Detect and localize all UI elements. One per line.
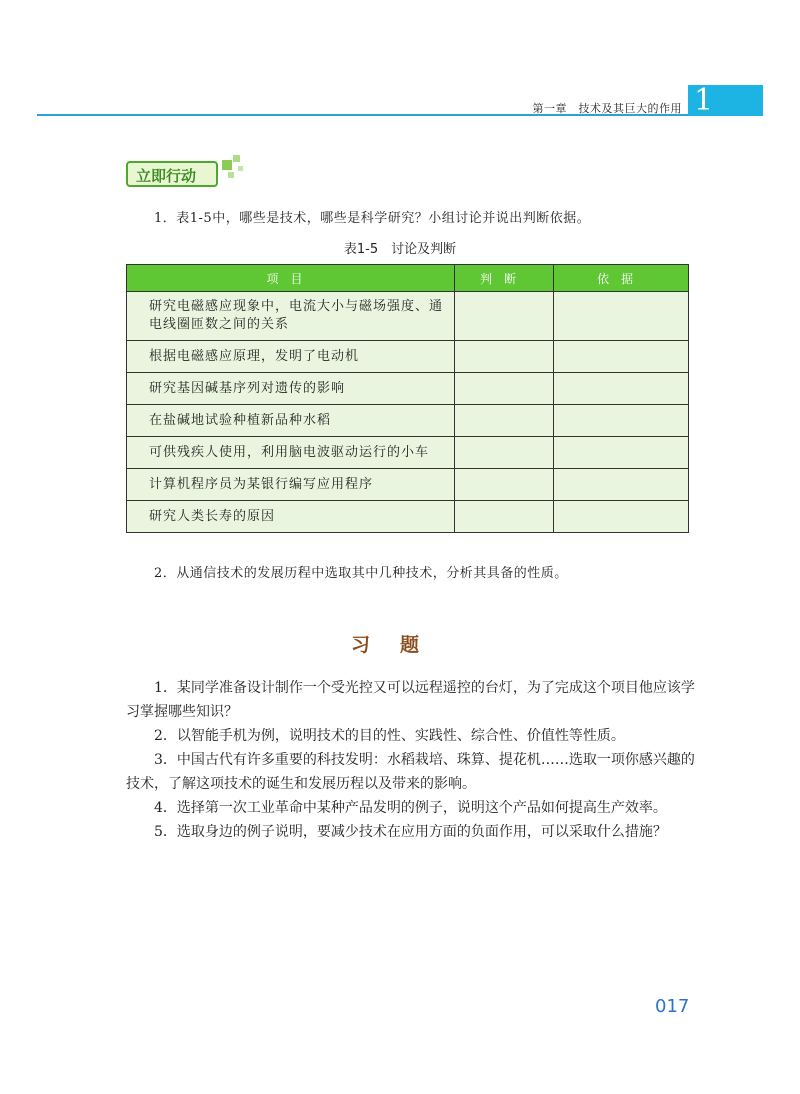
row-item: 根据电磁感应原理，发明了电动机 bbox=[149, 348, 360, 364]
exercise-item: 1．某同学准备设计制作一个受光控又可以远程遥控的台灯，为了完成这个项目他应该学习掌握哪些知识？ bbox=[126, 680, 695, 720]
table-row bbox=[127, 501, 689, 533]
decorative-square bbox=[228, 172, 234, 178]
exercise-item: 5．选取身边的例子说明，要减少技术在应用方面的负面作用，可以采取什么措施？ bbox=[154, 824, 667, 840]
row-item: 研究基因碱基序列对遗传的影响 bbox=[149, 380, 346, 396]
chapter-number-tab bbox=[688, 85, 763, 116]
decorative-square bbox=[233, 155, 240, 162]
table-caption: 表1-5 讨论及判断 bbox=[343, 242, 457, 257]
question-1: 1．表1-5中，哪些是技术，哪些是科学研究？小组讨论并说出判断依据。 bbox=[154, 211, 591, 226]
exercise-list bbox=[126, 676, 696, 844]
exercise-item: 2．以智能手机为例，说明技术的目的性、实践性、综合性、价值性等性质。 bbox=[154, 728, 625, 744]
decorative-square bbox=[222, 160, 232, 170]
table-row bbox=[127, 405, 689, 437]
table-row bbox=[127, 341, 689, 373]
row-item: 研究人类长寿的原因 bbox=[149, 508, 276, 524]
table-row bbox=[127, 373, 689, 405]
chapter-title: 第一章 技术及其巨大的作用 bbox=[532, 102, 682, 115]
exercise-title: 习题 bbox=[350, 634, 449, 656]
basis-cell[interactable] bbox=[554, 437, 689, 469]
action-label: 立即行动 bbox=[136, 167, 197, 185]
action-badge bbox=[126, 161, 218, 187]
judgment-cell[interactable] bbox=[454, 437, 553, 469]
row-item: 在盐碱地试验种植新品种水稻 bbox=[149, 412, 332, 428]
basis-cell[interactable] bbox=[554, 405, 689, 437]
row-item: 研究电磁感应现象中，电流大小与磁场强度、通电线圈匝数之间的关系 bbox=[149, 299, 444, 332]
basis-cell[interactable] bbox=[554, 501, 689, 533]
judgment-cell[interactable] bbox=[454, 405, 553, 437]
question-2: 2．从通信技术的发展历程中选取其中几种技术，分析其具备的性质。 bbox=[154, 566, 568, 581]
decorative-square bbox=[238, 166, 243, 171]
exercise-item: 3．中国古代有许多重要的科技发明：水稻栽培、珠算、提花机……选取一项你感兴趣的技术，了解这项技术的诞生和发展历程以及带来的影响。 bbox=[126, 752, 695, 792]
discussion-table bbox=[126, 264, 689, 533]
judgment-cell[interactable] bbox=[454, 501, 553, 533]
judgment-cell[interactable] bbox=[454, 469, 553, 501]
basis-cell[interactable] bbox=[554, 373, 689, 405]
row-item: 计算机程序员为某银行编写应用程序 bbox=[149, 476, 374, 492]
table-row bbox=[127, 292, 689, 341]
header-judgment: 判断 bbox=[454, 265, 553, 292]
table-row bbox=[127, 437, 689, 469]
judgment-cell[interactable] bbox=[454, 373, 553, 405]
page-number: 017 bbox=[655, 996, 690, 1017]
judgment-cell[interactable] bbox=[454, 341, 553, 373]
header-basis: 依据 bbox=[554, 265, 689, 292]
row-item: 可供残疾人使用，利用脑电波驱动运行的小车 bbox=[149, 444, 430, 460]
header-item: 项目 bbox=[127, 265, 455, 292]
basis-cell[interactable] bbox=[554, 341, 689, 373]
basis-cell[interactable] bbox=[554, 469, 689, 501]
chapter-number: 1 bbox=[694, 83, 714, 118]
judgment-cell[interactable] bbox=[454, 292, 553, 341]
basis-cell[interactable] bbox=[554, 292, 689, 341]
exercise-item: 4．选择第一次工业革命中某种产品发明的例子，说明这个产品如何提高生产效率。 bbox=[154, 800, 667, 816]
table-row bbox=[127, 469, 689, 501]
